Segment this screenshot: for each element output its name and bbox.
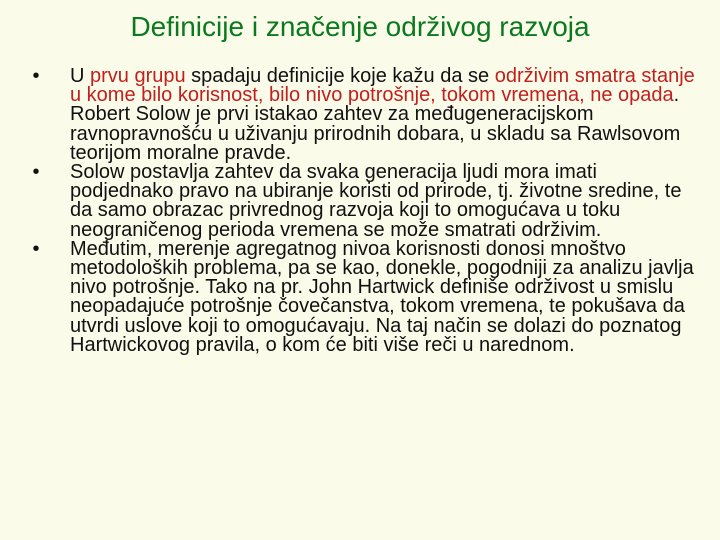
bullet-item-1 <box>26 67 696 163</box>
bullet-3-text: Međutim, merenje agregatnog nivoa korisnosti donosi mnoštvo metodoloških problema, pa se kao, donekle, pogodniji za analizu javlja nivo potrošnje. Tako na pr. John Hartwick definiše održivost u smislu neopadajuće potrošnje čovečanstva, tokom vremena, te pokušava da utvrdi uslove koji to omogućavaju. Na taj način se dolazi do poznatog Hartwickovog pravila, o kom će biti više reči u narednom. <box>70 237 694 356</box>
bullet-dot-icon: • <box>32 65 40 87</box>
bullet-dot-icon: • <box>32 237 40 260</box>
bullet-1-text-post: . Robert Solow je prvi istakao zahtev za međugeneracijskom ravnopravnošću u uživanju prirodnih dobara, u skladu sa Rawlsovom teorijom moralne pravde. <box>70 84 681 164</box>
bullet-2-text: Solow postavlja zahtev da svaka generacija ljudi mora imati podjednako pravo na ubiranje koristi od prirode, tj. životne sredine, te da samo obrazac privrednog razvoja koji to omogućava u toku neograničenog perioda vremena se može smatrati održivim. <box>70 161 682 241</box>
bullet-1-highlight-definition: održivim smatra stanje u kome bilo korisnost, bilo nivo potrošnje, tokom vremena, ne opada <box>70 65 695 107</box>
bullet-1-text-mid: spadaju definicije koje kažu da se <box>185 65 495 87</box>
slide-title: Definicije i značenje održivog razvoja <box>130 11 590 42</box>
bullet-list <box>26 67 696 355</box>
bullet-1-text-pre: U <box>70 65 90 87</box>
bullet-dot-icon: • <box>32 161 40 184</box>
bullet-item-2 <box>26 163 696 240</box>
bullet-item-3 <box>26 237 696 356</box>
bullet-1-highlight-first-group: prvu grupu <box>90 65 186 87</box>
